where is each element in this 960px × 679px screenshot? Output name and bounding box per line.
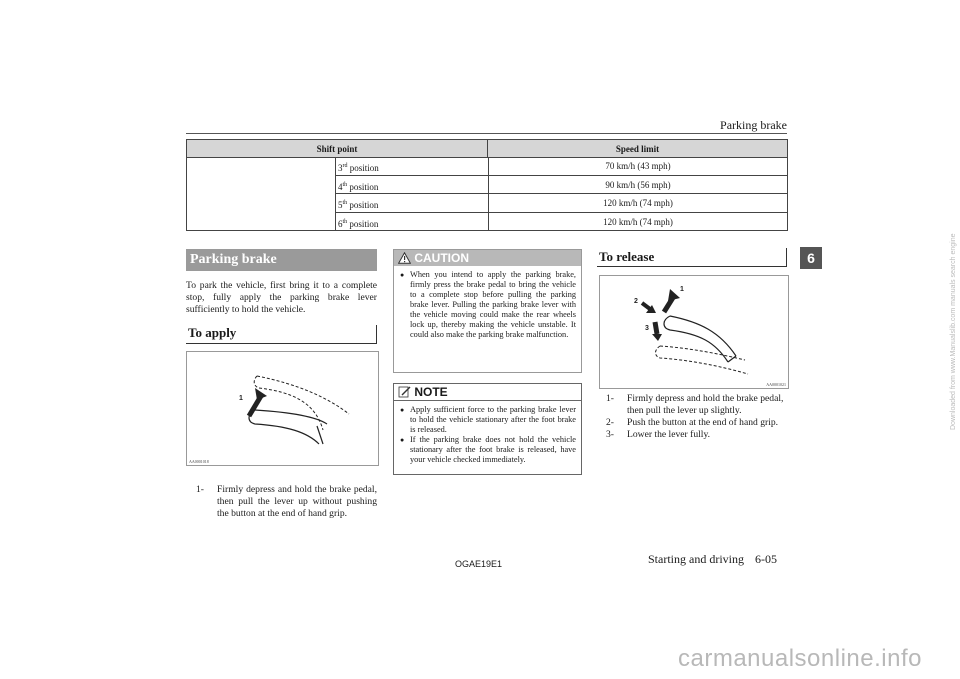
list-item <box>606 393 787 417</box>
step-text: Firmly depress and hold the brake pedal, then pull the lever up without pushing the button at the end of hand grip. <box>217 484 377 519</box>
document-code: OGAE19E1 <box>455 559 503 569</box>
note-header <box>394 384 581 401</box>
step-number: 1- <box>606 393 614 404</box>
note-pencil-icon <box>398 386 411 402</box>
to-apply-rule-vertical <box>376 325 377 343</box>
list-item <box>400 435 576 465</box>
caution-label: CAUTION <box>414 251 470 265</box>
merged-blank-cell <box>186 157 336 231</box>
list-item <box>606 429 787 441</box>
parking-lever-release-illustration <box>600 276 788 388</box>
table-row <box>336 194 788 213</box>
callout-2: 2 <box>634 298 638 305</box>
caution-text: When you intend to apply the parking brake, firmly press the brake pedal to bring the vehicle to a complete stop before pulling the parking brake lever. Pulling the parking brake lever with the vehicle moving could make the rear wheels lock up, thereby making the vehicle unstable. It could also make the parking brake malfunction. <box>410 270 576 339</box>
callout-3: 3 <box>645 325 649 332</box>
shift-speed-table-body <box>186 139 788 158</box>
shift-cell: 5th position <box>336 194 489 212</box>
chapter-tab: 6 <box>800 247 822 269</box>
step-text: Lower the lever fully. <box>627 429 711 440</box>
caution-header <box>394 250 581 266</box>
note-body <box>394 401 581 465</box>
to-release-heading: To release <box>599 249 655 264</box>
column-header-shift: Shift point <box>187 140 488 158</box>
warning-triangle-icon <box>398 252 411 268</box>
caution-box <box>393 249 582 373</box>
to-release-rule-vertical <box>786 248 787 266</box>
section-title-bar: Parking brake <box>186 249 377 271</box>
caution-body <box>394 266 581 340</box>
bullet-icon: ● <box>400 271 405 279</box>
bullet-icon: ● <box>400 406 405 414</box>
step-text: Push the button at the end of hand grip. <box>627 417 779 428</box>
table-header-row <box>187 140 788 158</box>
shift-cell: 4th position <box>336 176 489 194</box>
footer-page-number: 6-05 <box>755 552 777 566</box>
step-number: 1- <box>196 484 204 495</box>
callout-1: 1 <box>680 286 684 293</box>
limit-cell: 70 km/h (43 mph) <box>605 161 671 171</box>
release-steps <box>606 393 787 441</box>
limit-cell: 120 km/h (74 mph) <box>603 216 673 227</box>
figure-code: AA0001021 <box>766 382 786 387</box>
parking-lever-apply-illustration <box>187 352 378 465</box>
note-label: NOTE <box>414 385 448 399</box>
table-rows-right <box>336 157 788 231</box>
shift-cell: 3rd position <box>336 157 489 175</box>
step-number: 3- <box>606 429 614 440</box>
step-text: Firmly depress and hold the brake pedal, then pull the lever up slightly. <box>627 393 784 416</box>
callout-1: 1 <box>239 395 243 402</box>
to-apply-heading: To apply <box>188 325 237 340</box>
bullet-icon: ● <box>400 436 405 444</box>
apply-figure <box>186 351 379 466</box>
to-apply-rule <box>186 343 377 344</box>
column-header-limit: Speed limit <box>488 140 788 158</box>
running-header: Parking brake <box>720 118 787 132</box>
to-release-rule <box>597 266 787 267</box>
shift-cell: 6th position <box>336 213 489 231</box>
step-number: 2- <box>606 417 614 428</box>
apply-steps <box>196 484 377 520</box>
table-row <box>336 213 788 232</box>
list-item <box>400 405 576 435</box>
figure-code: AA0001018 <box>189 459 209 464</box>
footer-chapter: Starting and driving <box>648 552 744 566</box>
table-row <box>336 157 788 176</box>
note-box <box>393 383 582 475</box>
limit-cell: 120 km/h (74 mph) <box>603 198 673 208</box>
limit-cell: 90 km/h (56 mph) <box>605 179 671 190</box>
list-item <box>400 270 576 340</box>
release-figure <box>599 275 789 389</box>
list-item <box>606 417 787 429</box>
note-text: If the parking brake does not hold the vehicle stationary after the foot brake is released, have your vehicle checked immediately. <box>410 435 576 464</box>
table-row <box>336 176 788 195</box>
table-rows <box>186 157 788 232</box>
list-item <box>196 484 377 520</box>
watermark-text: carmanualsonline.info <box>678 645 922 672</box>
side-watermark: Downloaded from www.Manualslib.com manuals search engine <box>950 233 957 430</box>
note-text: Apply sufficient force to the parking brake lever to hold the vehicle stationary after the foot brake is released. <box>410 405 576 434</box>
header-divider <box>186 133 787 134</box>
intro-paragraph: To park the vehicle, first bring it to a complete stop, fully apply the parking brake lever sufficiently to hold the vehicle. <box>186 280 377 315</box>
